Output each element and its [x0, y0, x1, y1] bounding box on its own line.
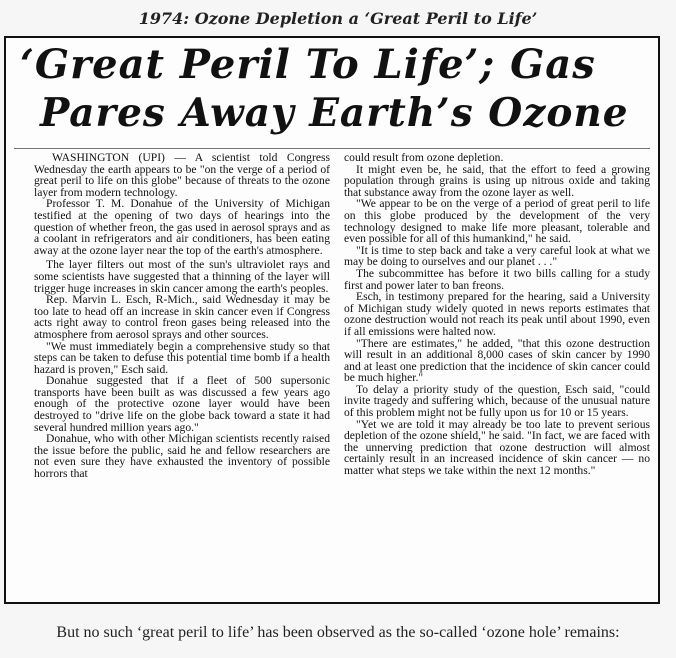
article-paragraph: "There are estimates," he added, "that this ozone destruction will result in an additional 8,000 cases of skin cancer by 1990 and at least one prediction that the incidence of skin cancer could be much higher."	[344, 336, 650, 385]
article-paragraph: It might even be, he said, that the effort to feed a growing population through grains is using up nitrous oxide and taking that substance away from the ozone layer as well.	[344, 162, 650, 199]
article-paragraph: Rep. Marvin L. Esch, R-Mich., said Wednesday it may be too late to head off an increase in skin cancer even if Congress acts right away to control freon gases being released into the atmosphere from aerosol sprays and other sources.	[34, 293, 330, 341]
headline-line-1: ‘Great Peril To Life’; Gas	[20, 41, 596, 88]
article-paragraph: Donahue, who with other Michigan scientists recently raised the issue before the public, said he and fellow researchers are not even sure they have exhausted the inventory of possible horrors that	[34, 432, 330, 481]
caption-top: 1974: Ozone Depletion a ‘Great Peril to Life’	[138, 8, 538, 28]
article-paragraph: WASHINGTON (UPI) — A scientist told Congress Wednesday the earth appears to be "on the verge of a period of great peril to life on this globe" because of threats to the ozone layer from modern technology.	[34, 151, 330, 199]
headline	[20, 40, 650, 136]
article-paragraph: Esch, in testimony prepared for the hearing, said a University of Michigan study widely quoted in news reports estimates that ozone destruction would not reach its peak until about 1990, even if all emissions were halted now.	[344, 290, 650, 338]
article-paragraph: Professor T. M. Donahue of the University of Michigan testified at the opening of two days of hearings into the question of whether freon, the gas used in aerosol sprays and as a coolant in refrigerators and air conditioners, has been eating away at the ozone layer near the top of the earth's atmosphere.	[34, 197, 330, 257]
article-paragraph: "We must immediately begin a comprehensive study so that steps can be taken to defuse this potential time bomb if a health hazard is proven," Esch said.	[34, 339, 330, 376]
newspaper-clipping	[4, 36, 660, 604]
article-column-left	[34, 152, 330, 480]
caption-bottom: But no such ‘great peril to life’ has been observed as the so-called ‘ozone hole’ remains:	[56, 624, 620, 641]
article-column-right	[344, 152, 650, 477]
headline-line-2: Pares Away Earth’s Ozone	[40, 90, 629, 136]
article-paragraph: could result from ozone depletion.	[344, 151, 504, 164]
article-paragraph: "Yet we are told it may already be too late to prevent serious depletion of the ozone shield," he said. "In fact, we are faced with the unnerving prediction that ozone destruction will almost certainly result in an increased incidence of skin cancer — no matter what steps we take within the next 12 months."	[344, 417, 650, 478]
article-paragraph: "It is time to step back and take a very careful look at what we may be doing to ourselves and our planet . . ."	[344, 243, 650, 269]
article-paragraph: "We appear to be on the verge of a period of great peril to life on this globe produced by the development of the very technology designed to make life more pleasant, tolerable and even possible for all of this humankind," he said.	[344, 197, 650, 246]
article-paragraph: To delay a priority study of the question, Esch said, "could invite tragedy and suffering which, because of the unusual nature of this problem might not be fully upon us for 10 or 15 years.	[344, 382, 650, 420]
article-paragraph: The subcommittee has before it two bills calling for a study first and power later to ban freons.	[344, 266, 650, 292]
article-paragraph: The layer filters out most of the sun's ultraviolet rays and some scientists have suggested that a thinning of the layer will trigger huge increases in skin cancer among the earth's peoples.	[34, 258, 330, 295]
headline-rule	[14, 148, 650, 149]
article-paragraph: Donahue suggested that if a fleet of 500 supersonic transports have been built as was discussed a few years ago enough of the protective ozone layer would have been destroyed to "drive life on the globe back toward a state it had several hundred million years ago."	[34, 374, 330, 434]
